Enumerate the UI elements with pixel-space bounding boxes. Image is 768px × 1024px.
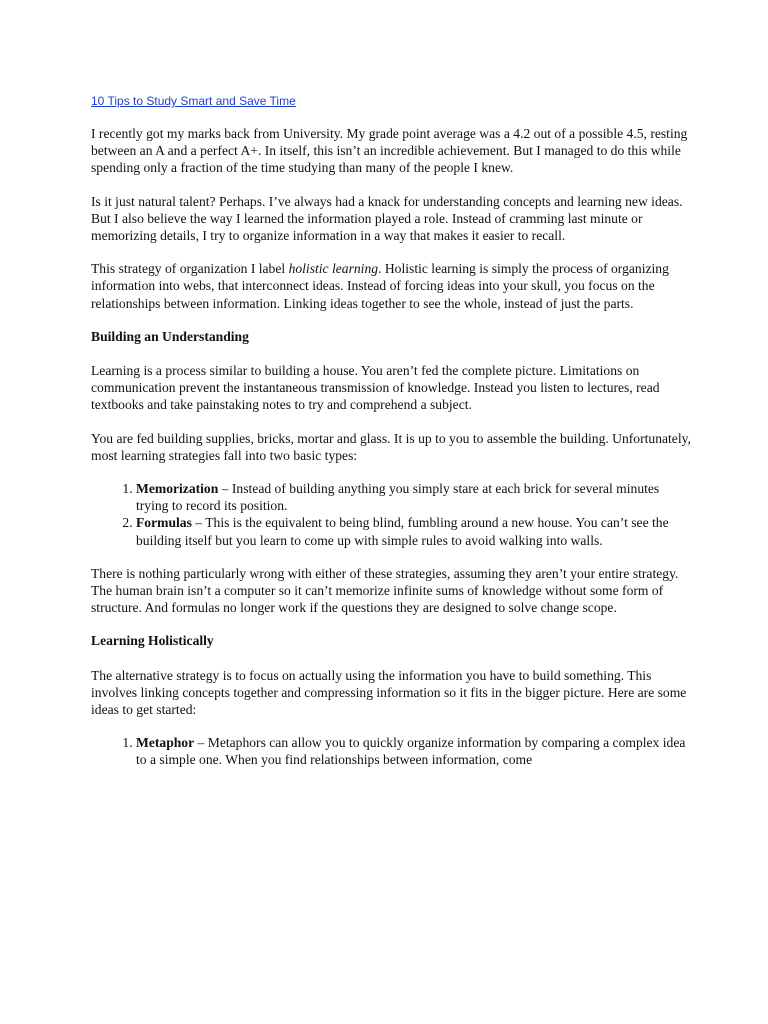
- article-title-link[interactable]: 10 Tips to Study Smart and Save Time: [91, 94, 296, 108]
- section-heading-holistic: Learning Holistically: [91, 633, 214, 649]
- holistic-ideas-list: [91, 734, 691, 768]
- list-item-metaphor: [136, 734, 691, 768]
- section-heading-building: Building an Understanding: [91, 328, 249, 344]
- list-term: Memorization: [136, 481, 219, 497]
- building-paragraph-2: You are fed building supplies, bricks, mortar and glass. It is up to you to assemble the building. Unfortunately, most learning strategies fall into two basic types:: [91, 430, 691, 463]
- list-item-formulas: [136, 514, 691, 548]
- holistic-paragraph: The alternative strategy is to focus on actually using the information you have to build something. This involves linking concepts together and compressing information so it fits in the bigger picture. Here are some ideas to get started:: [91, 667, 687, 718]
- strategy-paragraph: [91, 260, 691, 312]
- list-term: Formulas: [136, 515, 192, 531]
- after-list-paragraph: There is nothing particularly wrong with either of these strategies, assuming they aren’t your entire strategy. The human brain isn’t a computer so it can’t memorize infinite sums of knowledge without some form of structure. And formulas no longer work if the questions they are designed to solve change scope.: [91, 565, 679, 616]
- strategy-text-before: This strategy of organization I label: [91, 261, 289, 277]
- list-item-memorization: [136, 480, 691, 514]
- intro-paragraph-1: I recently got my marks back from University. My grade point average was a 4.2 out of a possible 4.5, resting between an A and a perfect A+. In itself, this isn’t an incredible achievement. But I managed to do this while spending only a fraction of the time studying than many of the people I knew.: [91, 126, 688, 176]
- learning-strategies-list: [91, 480, 691, 549]
- intro-paragraph-2: Is it just natural talent? Perhaps. I’ve always had a knack for understanding concepts and learning new ideas. But I also believe the way I learned the information played a role. Instead of cramming last minute or memorizing details, I try to organize information in a way that makes it easier to recall.: [91, 193, 683, 244]
- holistic-learning-term: holistic learning: [288, 261, 379, 277]
- list-text: – Metaphors can allow you to quickly organize information by comparing a complex idea to a simple one. When you find relationships between information, come: [136, 735, 686, 768]
- document-page: [91, 92, 691, 785]
- strategy-text-after: . Holistic learning is simply the process of organizing information into webs, that interconnect ideas. Instead of forcing ideas into your skull, you focus on the relationships between information. Linking ideas together to see the whole, instead of just the parts.: [91, 261, 669, 311]
- list-term: Metaphor: [136, 735, 195, 751]
- building-paragraph-1: Learning is a process similar to building a house. You aren’t fed the complete picture. Limitations on communication prevent the instantaneous transmission of knowledge. Instead you listen to lectures, read textbooks and take painstaking notes to try and comprehend a subject.: [91, 363, 660, 413]
- list-text: – This is the equivalent to being blind, fumbling around a new house. You can’t see the building itself but you learn to come up with simple rules to avoid walking into walls.: [136, 515, 669, 548]
- list-text: – Instead of building anything you simply stare at each brick for several minutes trying to record its position.: [136, 481, 660, 514]
